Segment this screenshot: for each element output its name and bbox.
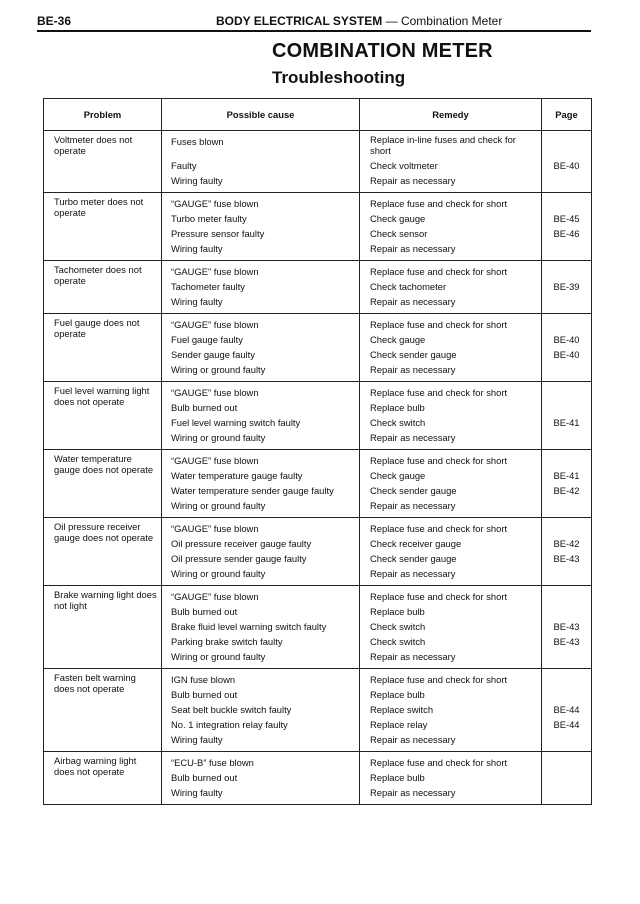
cause-line: “ECU-B” fuse blown (171, 757, 254, 768)
page-ref: BE-43 (553, 553, 580, 564)
page-cell (542, 450, 592, 518)
troubleshooting-table (43, 98, 592, 805)
remedy-cell (360, 261, 542, 314)
remedy-line: Check sensor (370, 228, 428, 239)
remedy-cell (360, 131, 542, 193)
remedy-cell (360, 193, 542, 261)
remedy-line: Check sender gauge (370, 485, 457, 496)
problem-cell: Airbag warning light does not operate (44, 752, 162, 805)
page-ref: BE-43 (553, 621, 580, 632)
remedy-line: Repair as necessary (370, 568, 456, 579)
page-ref (544, 785, 589, 800)
page-cell (542, 586, 592, 669)
page-ref (544, 317, 589, 332)
remedy-line: Replace fuse and check for short (370, 674, 508, 685)
page-ref (544, 566, 589, 581)
table-row (44, 586, 592, 669)
page-ref (544, 453, 589, 468)
problem-cell: Oil pressure receiver gauge does not operate (44, 518, 162, 586)
table-body (44, 131, 592, 805)
cause-line: Wiring faulty (171, 243, 223, 254)
cause-cell (162, 669, 360, 752)
page-cell (542, 518, 592, 586)
cause-line: Pressure sensor faulty (171, 228, 265, 239)
page-title: COMBINATION METER (272, 40, 493, 62)
table-row (44, 131, 592, 193)
remedy-line: Replace fuse and check for short (370, 387, 508, 398)
cause-line: “GAUGE” fuse blown (171, 266, 259, 277)
remedy-line: Replace fuse and check for short (370, 455, 508, 466)
page-ref: BE-41 (553, 417, 580, 428)
page-cell (542, 314, 592, 382)
remedy-line: Check sender gauge (370, 349, 457, 360)
remedy-line: Repair as necessary (370, 243, 456, 254)
section-name: BODY ELECTRICAL SYSTEM (216, 14, 383, 28)
cause-line: Bulb burned out (171, 689, 238, 700)
remedy-line: Replace fuse and check for short (370, 591, 508, 602)
column-header-page: Page (542, 99, 592, 131)
page-ref (544, 589, 589, 604)
problem-cell: Fasten belt warning does not operate (44, 669, 162, 752)
subsection-name: Combination Meter (400, 14, 503, 28)
page-ref (544, 385, 589, 400)
remedy-line: Repair as necessary (370, 500, 456, 511)
page-header (37, 10, 591, 32)
remedy-line: Repair as necessary (370, 175, 456, 186)
remedy-line: Check gauge (370, 213, 426, 224)
remedy-line: Repair as necessary (370, 364, 456, 375)
remedy-line: Replace fuse and check for short (370, 523, 508, 534)
page-ref: BE-43 (553, 636, 580, 647)
remedy-cell (360, 450, 542, 518)
remedy-line: Repair as necessary (370, 296, 456, 307)
page-cell (542, 193, 592, 261)
cause-cell (162, 131, 360, 193)
page-ref (544, 498, 589, 513)
remedy-line: Replace in-line fuses and check for short (370, 134, 516, 156)
cause-line: “GAUGE” fuse blown (171, 387, 259, 398)
page-ref (544, 521, 589, 536)
column-header-problem: Problem (44, 99, 162, 131)
remedy-cell (360, 586, 542, 669)
remedy-line: Replace bulb (370, 606, 425, 617)
cause-line: “GAUGE” fuse blown (171, 591, 259, 602)
page-ref (544, 294, 589, 309)
cause-line: “GAUGE” fuse blown (171, 198, 259, 209)
page-ref (544, 264, 589, 279)
page-cell (542, 669, 592, 752)
cause-line: Faulty (171, 160, 197, 171)
table-row (44, 669, 592, 752)
remedy-line: Check switch (370, 636, 426, 647)
page-ref: BE-44 (553, 719, 580, 730)
remedy-line: Replace switch (370, 704, 434, 715)
cause-line: Fuses blown (171, 136, 224, 147)
page-ref: BE-41 (553, 470, 580, 481)
problem-cell: Water temperature gauge does not operate (44, 450, 162, 518)
cause-line: Brake fluid level warning switch faulty (171, 621, 327, 632)
table-row (44, 314, 592, 382)
table-row (44, 193, 592, 261)
page-ref (544, 732, 589, 747)
page-ref (544, 196, 589, 211)
cause-line: Wiring or ground faulty (171, 432, 266, 443)
page-ref: BE-40 (553, 349, 580, 360)
cause-line: Wiring faulty (171, 175, 223, 186)
cause-cell (162, 193, 360, 261)
cause-line: Wiring or ground faulty (171, 568, 266, 579)
cause-cell (162, 586, 360, 669)
page-cell (542, 131, 592, 193)
page-ref (544, 649, 589, 664)
cause-cell (162, 518, 360, 586)
remedy-cell (360, 314, 542, 382)
remedy-line: Check receiver gauge (370, 538, 462, 549)
page-ref: BE-40 (553, 334, 580, 345)
cause-cell (162, 752, 360, 805)
cause-line: Bulb burned out (171, 606, 238, 617)
remedy-line: Replace relay (370, 719, 428, 730)
remedy-cell (360, 382, 542, 450)
page-ref (544, 241, 589, 256)
cause-line: Seat belt buckle switch faulty (171, 704, 292, 715)
column-header-remedy: Remedy (360, 99, 542, 131)
remedy-cell (360, 669, 542, 752)
remedy-line: Replace fuse and check for short (370, 757, 508, 768)
remedy-line: Check switch (370, 621, 426, 632)
cause-line: Oil pressure sender gauge faulty (171, 553, 307, 564)
problem-cell: Turbo meter does not operate (44, 193, 162, 261)
page-subtitle: Troubleshooting (272, 68, 406, 87)
page-ref (544, 755, 589, 770)
remedy-line: Check sender gauge (370, 553, 457, 564)
page-ref (544, 687, 589, 702)
page-ref (544, 134, 589, 158)
remedy-line: Check gauge (370, 334, 426, 345)
remedy-line: Repair as necessary (370, 734, 456, 745)
cause-line: Wiring or ground faulty (171, 651, 266, 662)
cause-cell (162, 314, 360, 382)
remedy-line: Replace fuse and check for short (370, 319, 508, 330)
table-row (44, 450, 592, 518)
problem-cell: Fuel gauge does not operate (44, 314, 162, 382)
cause-line: Wiring or ground faulty (171, 364, 266, 375)
remedy-line: Repair as necessary (370, 787, 456, 798)
cause-line: No. 1 integration relay faulty (171, 719, 288, 730)
remedy-line: Replace fuse and check for short (370, 198, 508, 209)
page-ref (544, 672, 589, 687)
page-ref: BE-39 (553, 281, 580, 292)
cause-cell (162, 450, 360, 518)
table-row (44, 752, 592, 805)
remedy-line: Check tachometer (370, 281, 447, 292)
remedy-line: Repair as necessary (370, 432, 456, 443)
page-cell (542, 261, 592, 314)
cause-line: Water temperature gauge faulty (171, 470, 303, 481)
remedy-line: Replace fuse and check for short (370, 266, 508, 277)
column-header-cause: Possible cause (162, 99, 360, 131)
remedy-line: Check voltmeter (370, 160, 438, 171)
remedy-cell (360, 752, 542, 805)
page-ref (544, 770, 589, 785)
remedy-line: Replace bulb (370, 689, 425, 700)
section-dash: — (385, 14, 398, 28)
cause-line: Turbo meter faulty (171, 213, 247, 224)
cause-line: “GAUGE” fuse blown (171, 319, 259, 330)
table-row (44, 382, 592, 450)
page-ref: BE-46 (553, 228, 580, 239)
cause-line: Bulb burned out (171, 402, 238, 413)
cause-line: Parking brake switch faulty (171, 636, 283, 647)
cause-line: Wiring faulty (171, 296, 223, 307)
page-ref (544, 604, 589, 619)
page-ref: BE-42 (553, 538, 580, 549)
problem-cell: Brake warning light does not light (44, 586, 162, 669)
page-cell (542, 752, 592, 805)
page-ref (544, 400, 589, 415)
page-ref (544, 430, 589, 445)
table-row (44, 518, 592, 586)
page-ref: BE-42 (553, 485, 580, 496)
remedy-line: Repair as necessary (370, 651, 456, 662)
cause-cell (162, 382, 360, 450)
page-ref: BE-44 (553, 704, 580, 715)
page-ref: BE-45 (553, 213, 580, 224)
remedy-cell (360, 518, 542, 586)
cause-line: Sender gauge faulty (171, 349, 255, 360)
section-title (216, 14, 502, 28)
cause-line: Wiring faulty (171, 734, 223, 745)
remedy-line: Replace bulb (370, 402, 425, 413)
cause-line: IGN fuse blown (171, 674, 236, 685)
problem-cell: Tachometer does not operate (44, 261, 162, 314)
table-row (44, 261, 592, 314)
cause-line: Fuel gauge faulty (171, 334, 243, 345)
cause-line: Tachometer faulty (171, 281, 245, 292)
cause-line: Oil pressure receiver gauge faulty (171, 538, 312, 549)
problem-cell: Fuel level warning light does not operate (44, 382, 162, 450)
problem-cell: Voltmeter does not operate (44, 131, 162, 193)
cause-line: Bulb burned out (171, 772, 238, 783)
cause-line: Wiring faulty (171, 787, 223, 798)
remedy-line: Check switch (370, 417, 426, 428)
cause-line: Fuel level warning switch faulty (171, 417, 301, 428)
page-number: BE-36 (37, 14, 72, 28)
cause-line: “GAUGE” fuse blown (171, 455, 259, 466)
table-header-row (44, 99, 592, 131)
remedy-line: Check gauge (370, 470, 426, 481)
remedy-line: Replace bulb (370, 772, 425, 783)
page-ref: BE-40 (553, 160, 580, 171)
cause-line: Water temperature sender gauge faulty (171, 485, 334, 496)
page-ref (544, 362, 589, 377)
cause-line: Wiring or ground faulty (171, 500, 266, 511)
page-cell (542, 382, 592, 450)
cause-cell (162, 261, 360, 314)
page-ref (544, 173, 589, 188)
cause-line: “GAUGE” fuse blown (171, 523, 259, 534)
